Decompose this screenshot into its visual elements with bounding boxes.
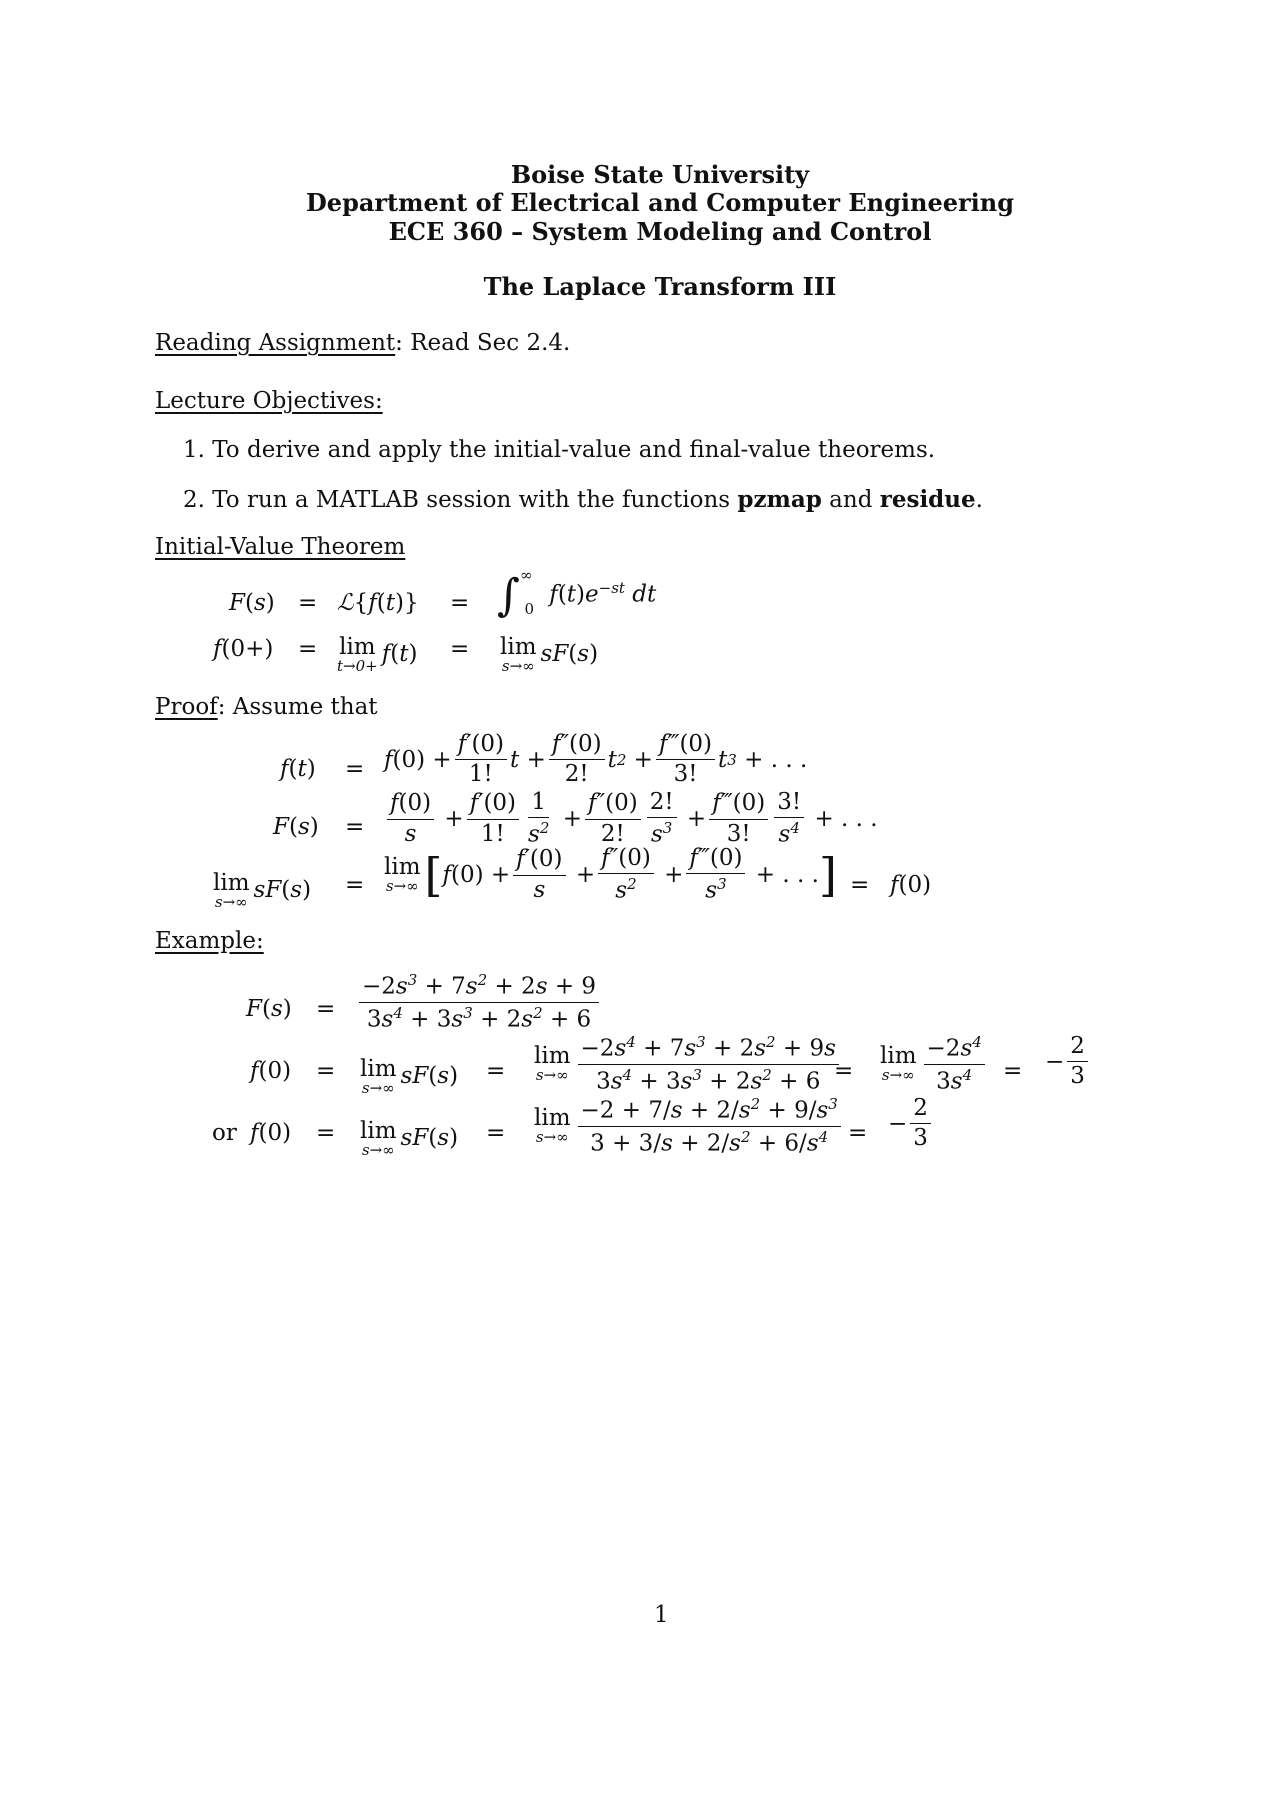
course-title: ECE 360 – System Modeling and Control [388, 217, 932, 246]
proof-label: Proof [155, 694, 218, 720]
example-f0-result2: − $\frac{2}{3}$ [888, 1096, 934, 1152]
objective-item-1: 1. To derive and apply the initial-value and final-value theorems. [183, 437, 936, 463]
pzmap-function: pzmap [737, 486, 822, 513]
proof-ft-series: f (0) + $\frac{f'(0)}{1!}$ t + $\frac{f''(0)}{2!}$ t 2 + $\frac{f‴(0)}{3!}$ t 3 + . . . [384, 731, 808, 788]
department-name: Department of Electrical and Computer Engineering [305, 188, 1014, 217]
ivt-heading: Initial-Value Theorem [155, 534, 406, 560]
ivt-eq2: f(0+) [213, 636, 274, 662]
university-name: Boise State University [510, 160, 810, 189]
objective-item-2: 2. To run a MATLAB session with the functions pzmap and residue. [183, 486, 983, 513]
example-Fs-lhs: F(s) [246, 996, 292, 1022]
example-f0-result1: − $\frac{2}{3}$ [1045, 1034, 1091, 1090]
proof-lim-lhs: lim s→∞ sF(s) [213, 870, 312, 911]
example-Fs-rhs: $\frac{-2s^3 + 7s^2 + 2s + 9}{3s^4 + 3s^3 + 2s^2 + 6}$ [356, 972, 602, 1033]
proof-ft-lhs: f(t) [280, 756, 316, 782]
example-label: Example: [155, 928, 264, 954]
ivt-eq1: F(s) [229, 590, 275, 616]
example-or-label: or [212, 1120, 237, 1146]
example-f0-lhs-2: f(0) [250, 1120, 292, 1146]
example-f0-step2: lim s→∞ $\frac{-2s^4}{3s^4}$ [880, 1034, 988, 1095]
example-f0-step1: lim s→∞ $\frac{-2s^4 + 7s^3 + 2s^2 + 9s}{3s^4 + 3s^3 + 2s^2 + 6}$ [534, 1034, 842, 1095]
reading-label: Reading Assignment [155, 330, 396, 356]
reading-text: : Read Sec 2.4. [395, 330, 571, 356]
page-number: 1 [654, 1602, 669, 1628]
reading-assignment [155, 330, 570, 356]
example-f0-lhs: f(0) [250, 1058, 292, 1084]
example-f0-step3: lim s→∞ $\frac{-2 + 7/s + 2/s^2 + 9/s^3}{3 + 3/s + 2/s^2 + 6/s^4}$ [534, 1096, 844, 1157]
objectives-label: Lecture Objectives: [155, 388, 383, 414]
residue-function: residue [879, 486, 976, 513]
proof-Fs-lhs: F(s) [273, 814, 319, 840]
proof-lim-series: lim s→∞ [ f (0) + $\frac{f'(0)}{s}$ + $\frac{f''(0)}{s^2}$ + $\frac{f‴(0)}{s^3}$ + . . . ] [384, 845, 837, 904]
proof-Fs-series: $\frac{f(0)}{s}$ + $\frac{f'(0)}{1!}$ $\frac{1}{s^2}$ + $\frac{f''(0)}{2!}$ $\frac{2!}{s^3}$ + $\frac{f‴(0)}{3!}$ $\frac{3!}{s^4}$ + . . . [384, 790, 878, 848]
lecture-title: The Laplace Transform III [483, 272, 837, 301]
proof-line: Proof: Assume that [155, 694, 378, 720]
